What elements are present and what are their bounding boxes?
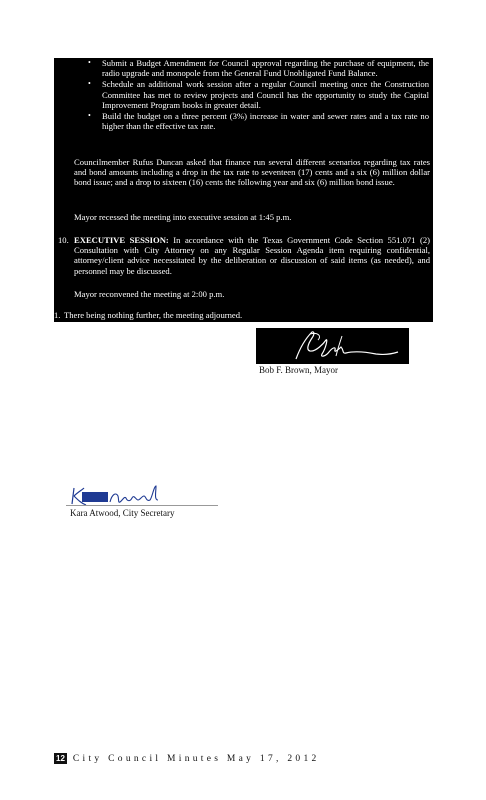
bullet-icon: •: [88, 111, 91, 121]
page-footer: [54, 753, 320, 765]
mayor-caption: Bob F. Brown, Mayor: [259, 365, 339, 375]
bullet-item: [54, 111, 433, 131]
bullet-text: Submit a Budget Amendment for Council approval regarding the purchase of equipment, the radio upgrade and monopole from the General Fund Unobligated Fund Balance.: [102, 58, 429, 79]
reconvene-paragraph: Mayor reconvened the meeting at 2:00 p.m.: [74, 289, 225, 299]
duncan-paragraph: Councilmember Rufus Duncan asked that finance run several different scenarios regarding tax rates and bond amounts including a drop in the tax rate to seventeen (17) cents and a six (6) million dollar bond issue; and a drop to sixteen (16) cents the following year and six (6) million bond issue.: [74, 157, 430, 188]
item-11-number: 11.: [50, 310, 61, 320]
item-10-text: In accordance with the Texas Government Code Section 551.071 (2) Consultation with City Attorney on any Regular Session Agenda item requiring confidential, attorney/client advice necessitated by the deliberation or discussion of said items (as needed), and personnel may be discussed.: [74, 235, 430, 276]
item-10-title: EXECUTIVE SESSION:: [74, 235, 169, 245]
secretary-caption: Kara Atwood, City Secretary: [70, 508, 175, 518]
minutes-highlighted-section: [50, 58, 433, 322]
bullet-item: [54, 58, 433, 78]
bullet-item: [54, 79, 433, 110]
bullet-text: Schedule an additional work session after a regular Council meeting once the Construction Committee has met to review projects and Council has the opportunity to study the Capital Improvement Program books in greater detail.: [102, 79, 429, 110]
mayor-signature-image: [256, 328, 409, 364]
bullet-icon: •: [88, 79, 91, 89]
footer-text: City Council Minutes May 17, 2012: [72, 754, 320, 764]
mayor-signature-icon: [256, 328, 409, 364]
item-11-text: There being nothing further, the meeting adjourned.: [64, 310, 243, 320]
secretary-signature-line: [66, 505, 218, 506]
bullet-text: Build the budget on a three percent (3%) increase in water and sewer rates and a tax rate no higher than the effective tax rate.: [102, 111, 429, 132]
page-number-badge: 12: [56, 754, 65, 763]
recess-paragraph: Mayor recessed the meeting into executive session at 1:45 p.m.: [74, 212, 292, 222]
bullet-icon: •: [88, 58, 91, 67]
bullet-list: [54, 58, 433, 132]
item-10-number: 10.: [58, 235, 69, 245]
item-10-executive-session: [74, 235, 430, 276]
